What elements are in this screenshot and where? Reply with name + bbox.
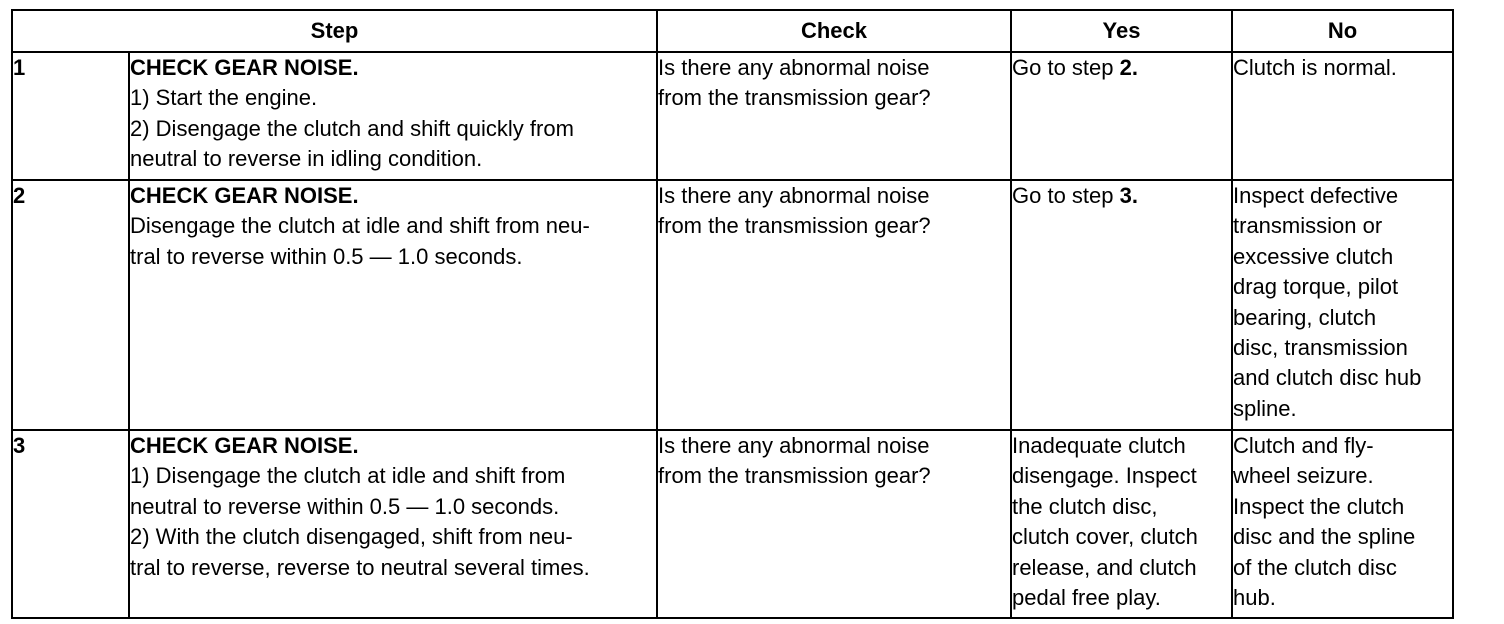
check-cell (657, 52, 1011, 180)
step-line: neutral to reverse in idling condition. (130, 146, 483, 172)
step-title: CHECK GEAR NOISE. (130, 55, 359, 80)
step-title: CHECK GEAR NOISE. (130, 183, 359, 208)
check-line: from the transmission gear? (658, 463, 931, 489)
step-description (129, 430, 657, 618)
yes-step-link: 2. (1119, 55, 1138, 80)
header-row (12, 10, 1453, 52)
diagnosis-table (11, 9, 1454, 619)
step-line: Disengage the clutch at idle and shift from neu- (130, 213, 590, 239)
no-line: disc and the spline (1233, 524, 1416, 550)
no-line: excessive clutch (1233, 243, 1394, 269)
header-no: No (1232, 10, 1453, 52)
no-line: hub. (1233, 585, 1276, 611)
yes-text: Go to step (1012, 183, 1120, 208)
no-line: drag torque, pilot (1233, 274, 1399, 300)
yes-line: the clutch disc, (1012, 493, 1158, 519)
check-line: Is there any abnormal noise (658, 55, 930, 80)
step-description (129, 52, 657, 180)
step-line: 2) With the clutch disengaged, shift from neu- (130, 524, 573, 550)
no-cell (1232, 430, 1453, 618)
header-check: Check (657, 10, 1011, 52)
no-line: Clutch and fly- (1233, 433, 1374, 458)
yes-line: clutch cover, clutch (1012, 524, 1198, 550)
header-step: Step (12, 10, 657, 52)
yes-line: disengage. Inspect (1012, 463, 1197, 489)
table-row (12, 180, 1453, 430)
no-line: wheel seizure. (1233, 463, 1374, 489)
table-row (12, 52, 1453, 180)
no-line: transmission or (1233, 213, 1383, 239)
no-line: and clutch disc hub (1233, 365, 1422, 391)
step-title: CHECK GEAR NOISE. (130, 433, 359, 458)
step-number: 2 (12, 180, 129, 430)
yes-cell (1011, 180, 1232, 430)
check-line: Is there any abnormal noise (658, 433, 930, 458)
step-description (129, 180, 657, 430)
check-line: from the transmission gear? (658, 213, 931, 239)
step-number: 1 (12, 52, 129, 180)
step-number: 3 (12, 430, 129, 618)
header-yes: Yes (1011, 10, 1232, 52)
no-line: Inspect defective (1233, 183, 1399, 208)
yes-line: pedal free play. (1012, 585, 1161, 611)
yes-line: release, and clutch (1012, 554, 1197, 580)
no-line: of the clutch disc (1233, 554, 1397, 580)
yes-line: Inadequate clutch (1012, 433, 1186, 458)
step-line: 1) Start the engine. (130, 85, 318, 111)
check-line: Is there any abnormal noise (658, 183, 930, 208)
no-line: bearing, clutch (1233, 304, 1377, 330)
no-cell (1232, 52, 1453, 180)
step-line: neutral to reverse within 0.5 — 1.0 seconds. (130, 493, 560, 519)
no-line: spline. (1233, 395, 1297, 421)
step-line: tral to reverse within 0.5 — 1.0 seconds. (130, 243, 523, 269)
step-line: 1) Disengage the clutch at idle and shift from (130, 463, 566, 489)
check-cell (657, 180, 1011, 430)
no-line: disc, transmission (1233, 335, 1408, 361)
table-row (12, 430, 1453, 618)
no-line: Clutch is normal. (1233, 55, 1397, 80)
no-cell (1232, 180, 1453, 430)
yes-text: Go to step (1012, 55, 1120, 80)
step-line: 2) Disengage the clutch and shift quickly from (130, 115, 574, 141)
no-line: Inspect the clutch (1233, 493, 1405, 519)
yes-cell (1011, 430, 1232, 618)
yes-step-link: 3. (1119, 183, 1138, 208)
check-cell (657, 430, 1011, 618)
check-line: from the transmission gear? (658, 85, 931, 111)
yes-cell (1011, 52, 1232, 180)
step-line: tral to reverse, reverse to neutral several times. (130, 554, 590, 580)
